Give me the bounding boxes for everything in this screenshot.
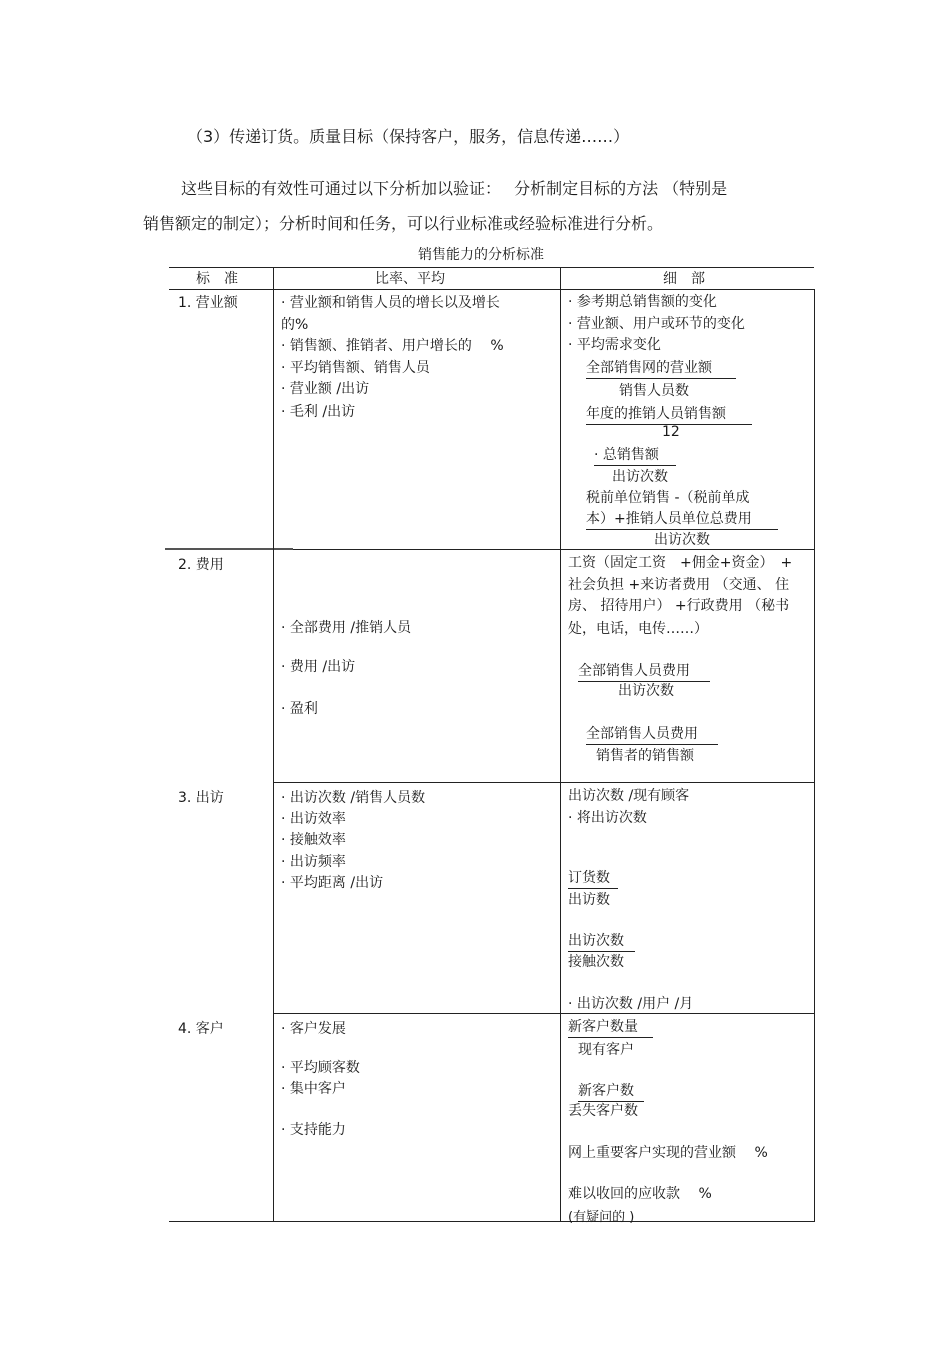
row3-f2-numerator: 出访次数 [568, 930, 635, 952]
row3-f2-denominator: 接触次数 [568, 954, 624, 970]
row1-detail-bullet-2: · 营业额、用户或环节的变化 [568, 316, 745, 332]
row3-criterion: 3. 出访 [178, 790, 224, 806]
row2-f2-denominator: 销售者的销售额 [596, 748, 694, 764]
row1-f4-line-1: 税前单位销售 -（税前单成 [586, 490, 750, 506]
row2-ratio-2: · 费用 /出访 [281, 659, 356, 675]
row1-f1-numerator: 全部销售网的营业额 [586, 357, 736, 379]
row1-f2-numerator: 年度的推销人员销售额 [586, 403, 752, 425]
table-title: 销售能力的分析标准 [418, 247, 544, 263]
row1-rule [274, 549, 814, 550]
row2-detail-line-1: 工资（固定工资 +佣金+资金） + [568, 555, 793, 571]
row2-detail-line-3: 房、 招待用户） +行政费用 （秘书 [568, 598, 790, 614]
row2-ratio-1: · 全部费用 /推销人员 [281, 620, 412, 636]
row4-f2-numerator: 新客户数 [578, 1080, 644, 1102]
row1-ratio-5: · 毛利 /出访 [281, 404, 356, 420]
row2-rule [274, 782, 814, 783]
row4-f2-denominator: 丢失客户数 [568, 1103, 638, 1119]
row1-f4-denominator: 出访次数 [654, 532, 710, 548]
row3-detail-line-3: · 出访次数 /用户 /月 [568, 996, 694, 1012]
header-detail: 细 部 [663, 271, 705, 287]
row4-ratio-3: · 集中客户 [281, 1081, 346, 1097]
row2-detail-line-2: 社会负担 +来访者费用 （交通、 住 [568, 577, 790, 593]
row2-f1-denominator: 出访次数 [618, 683, 674, 699]
intro-line-2: 这些目标的有效性可通过以下分析加以验证： 分析制定目标的方法 （特别是 [181, 179, 728, 198]
table-right-border [814, 289, 815, 1222]
row4-f1-numerator: 新客户数量 [568, 1016, 653, 1038]
row1-f2-denominator: 12 [662, 424, 680, 440]
row2-detail-line-4: 处，电话，电传……） [568, 621, 708, 637]
row1-detail-bullet-1: · 参考期总销售额的变化 [568, 294, 717, 310]
row4-ratio-1: · 客户发展 [281, 1021, 346, 1037]
col-divider-1 [273, 267, 274, 1222]
intro-line-1: （3）传递订货。质量目标（保持客户，服务，信息传递……） [187, 127, 630, 146]
row2-criterion: 2. 费用 [178, 557, 224, 573]
row1-f3-denominator: 出访次数 [612, 469, 668, 485]
intro-line-3: 销售额定的制定）；分析时间和任务，可以行业标准或经验标准进行分析。 [143, 214, 664, 233]
row1-ratio-2: · 销售额、推销者、用户增长的 % [281, 338, 504, 354]
header-ratio: 比率、平均 [375, 271, 445, 287]
row4-detail-line-3: (有疑问的 ) [568, 1210, 635, 1225]
header-criterion: 标 准 [196, 271, 238, 287]
row1-ratio-1b: 的% [281, 317, 309, 333]
row2-f2-numerator: 全部销售人员费用 [586, 723, 718, 745]
row1-criterion: 1. 营业额 [178, 295, 238, 311]
row2-f1-numerator: 全部销售人员费用 [578, 660, 710, 682]
row1-f4-line-2: 本）+推销人员单位总费用 [586, 508, 778, 530]
row1-f1-denominator: 销售人员数 [619, 383, 689, 399]
row2-ratio-3: · 盈利 [281, 701, 318, 717]
row1-ratio-1: · 营业额和销售人员的增长以及增长 [281, 295, 500, 311]
row3-ratio-2: · 出访效率 [281, 811, 346, 827]
row3-ratio-3: · 接触效率 [281, 832, 346, 848]
table-top-rule [169, 267, 814, 268]
row3-detail-line-2: · 将出访次数 [568, 810, 647, 826]
table-bottom-rule [169, 1221, 814, 1222]
row4-ratio-2: · 平均顾客数 [281, 1060, 360, 1076]
row1-ratio-3: · 平均销售额、销售人员 [281, 360, 430, 376]
row3-f1-numerator: 订货数 [568, 867, 618, 889]
row4-f1-denominator: 现有客户 [578, 1042, 634, 1058]
row3-ratio-1: · 出访次数 /销售人员数 [281, 790, 426, 806]
row1-detail-bullet-3: · 平均需求变化 [568, 337, 661, 353]
row3-detail-line-1: 出访次数 /现有顾客 [568, 788, 690, 804]
row4-detail-line-2: 难以收回的应收款 % [568, 1186, 712, 1202]
row4-detail-line-1: 网上重要客户实现的营业额 % [568, 1145, 768, 1161]
header-rule [169, 289, 814, 290]
col-divider-2 [560, 267, 561, 1222]
row3-rule [274, 1013, 814, 1014]
row3-ratio-5: · 平均距离 /出访 [281, 875, 384, 891]
row1-f3-numerator: · 总销售额 [594, 444, 676, 466]
row1-ratio-4: · 营业额 /出访 [281, 381, 370, 397]
row4-criterion: 4. 客户 [178, 1021, 224, 1037]
row3-f1-denominator: 出访数 [568, 892, 610, 908]
row4-ratio-4: · 支持能力 [281, 1122, 346, 1138]
row3-ratio-4: · 出访频率 [281, 854, 346, 870]
